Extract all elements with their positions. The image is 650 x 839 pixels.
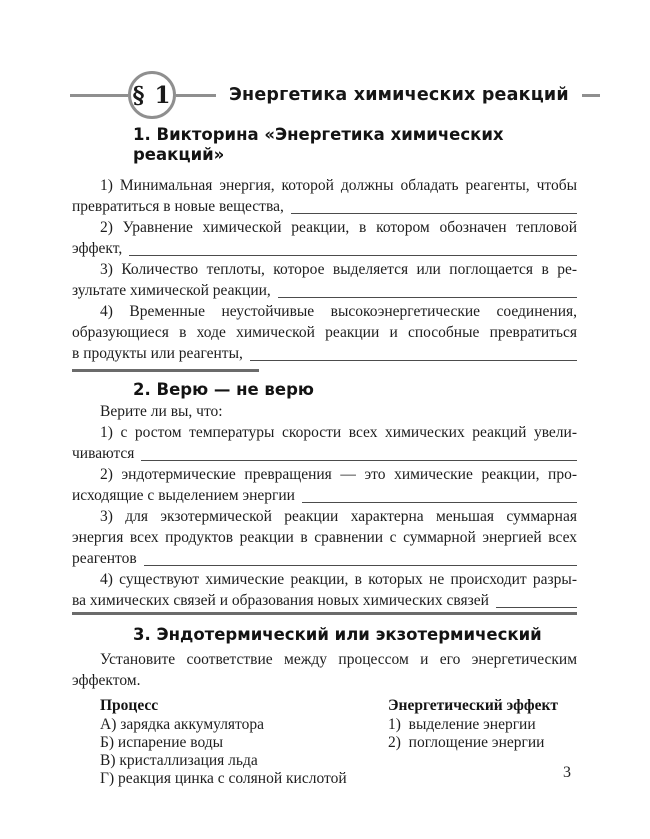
answer-blank[interactable] <box>141 460 577 461</box>
answer-blank[interactable] <box>302 502 577 503</box>
match-item: Б) испарение воды <box>100 734 224 751</box>
matching-columns <box>72 695 577 788</box>
question-line: 4) существуют химические реакции, в которых не происходит разры- <box>100 571 577 588</box>
task-1-heading: 1. Викторина «Энергетика химических реакций» <box>133 125 504 164</box>
question-text: превратиться в новые вещества, <box>72 198 284 215</box>
answer-blank[interactable] <box>144 565 577 566</box>
match-item: А) зарядка аккумулятора <box>100 716 265 733</box>
answer-blank[interactable] <box>278 297 577 298</box>
intro-line: эффектом. <box>72 672 141 689</box>
question-text: исходящие с выделением энергии <box>72 487 295 504</box>
question-line <box>72 590 577 611</box>
intro-line: Установите соответствие между процессом и его энергетическим <box>100 651 577 668</box>
question-line <box>72 548 577 569</box>
section-number-badge: § 1 <box>128 71 176 119</box>
question-line: 3) для экзотермической реакции характерна меньшая суммарная <box>100 508 577 525</box>
question-line: образующиеся в ходе химической реакции и способные превратиться <box>72 324 577 341</box>
question-text: в продукты или реагенты, <box>72 345 243 362</box>
question-text: чиваются <box>72 445 135 462</box>
task-3-body <box>72 649 577 691</box>
header-rule-right <box>582 94 600 97</box>
question-text: эффект, <box>72 240 123 257</box>
header-rule-left <box>70 94 128 97</box>
answer-blank[interactable] <box>496 607 577 608</box>
question-line: 1) Минимальная энергия, которой должны обладать реагенты, чтобы <box>100 177 577 194</box>
question-line <box>72 280 577 301</box>
match-item: Г) реакция цинка с соляной кислотой <box>100 770 347 787</box>
match-item: 1) выделение энергии <box>388 716 536 733</box>
question-text: ва химических связей и образования новых химических связей <box>72 592 489 609</box>
answer-blank[interactable] <box>291 213 577 214</box>
chapter-header <box>70 71 577 119</box>
question-line <box>72 343 577 364</box>
section-divider-full <box>72 612 577 615</box>
process-column <box>72 695 388 788</box>
page-number: 3 <box>563 764 571 781</box>
process-column-header: Процесс <box>100 697 159 714</box>
question-line <box>72 443 577 464</box>
section-divider-short <box>72 369 259 372</box>
question-line: 3) Количество теплоты, которое выделяется или поглощается в ре- <box>100 261 577 278</box>
question-line: 1) с ростом температуры скорости всех химических реакций увели- <box>100 424 577 441</box>
question-line: энергия всех продуктов реакции в сравнении с суммарной энергией всех <box>72 529 577 546</box>
question-line: 4) Временные неустойчивые высокоэнергетические соединения, <box>100 303 577 320</box>
question-line <box>72 238 577 259</box>
question-line <box>72 485 577 506</box>
question-text: зультате химической реакции, <box>72 282 271 299</box>
task-1-body <box>72 175 577 364</box>
question-line <box>72 196 577 217</box>
answer-blank[interactable] <box>129 255 577 256</box>
match-item: В) кристаллизация льда <box>100 752 258 769</box>
effect-column <box>388 695 577 788</box>
task-2-body <box>72 401 577 611</box>
match-item: 2) поглощение энергии <box>388 734 545 751</box>
page-content <box>72 0 577 788</box>
task-2-heading: 2. Верю — не верю <box>133 380 314 399</box>
question-line: 2) эндотермические превращения — это химические реакции, про- <box>100 466 577 483</box>
header-rule-mid <box>176 94 216 97</box>
intro-line: Верите ли вы, что: <box>100 403 223 420</box>
chapter-title: Энергетика химических реакций <box>229 85 569 105</box>
question-text: реагентов <box>72 550 137 567</box>
task-3-heading: 3. Эндотермический или экзотермический <box>133 625 542 644</box>
effect-column-header: Энергетический эффект <box>388 697 559 714</box>
question-line: 2) Уравнение химической реакции, в котором обозначен тепловой <box>100 219 577 236</box>
answer-blank[interactable] <box>250 360 577 361</box>
